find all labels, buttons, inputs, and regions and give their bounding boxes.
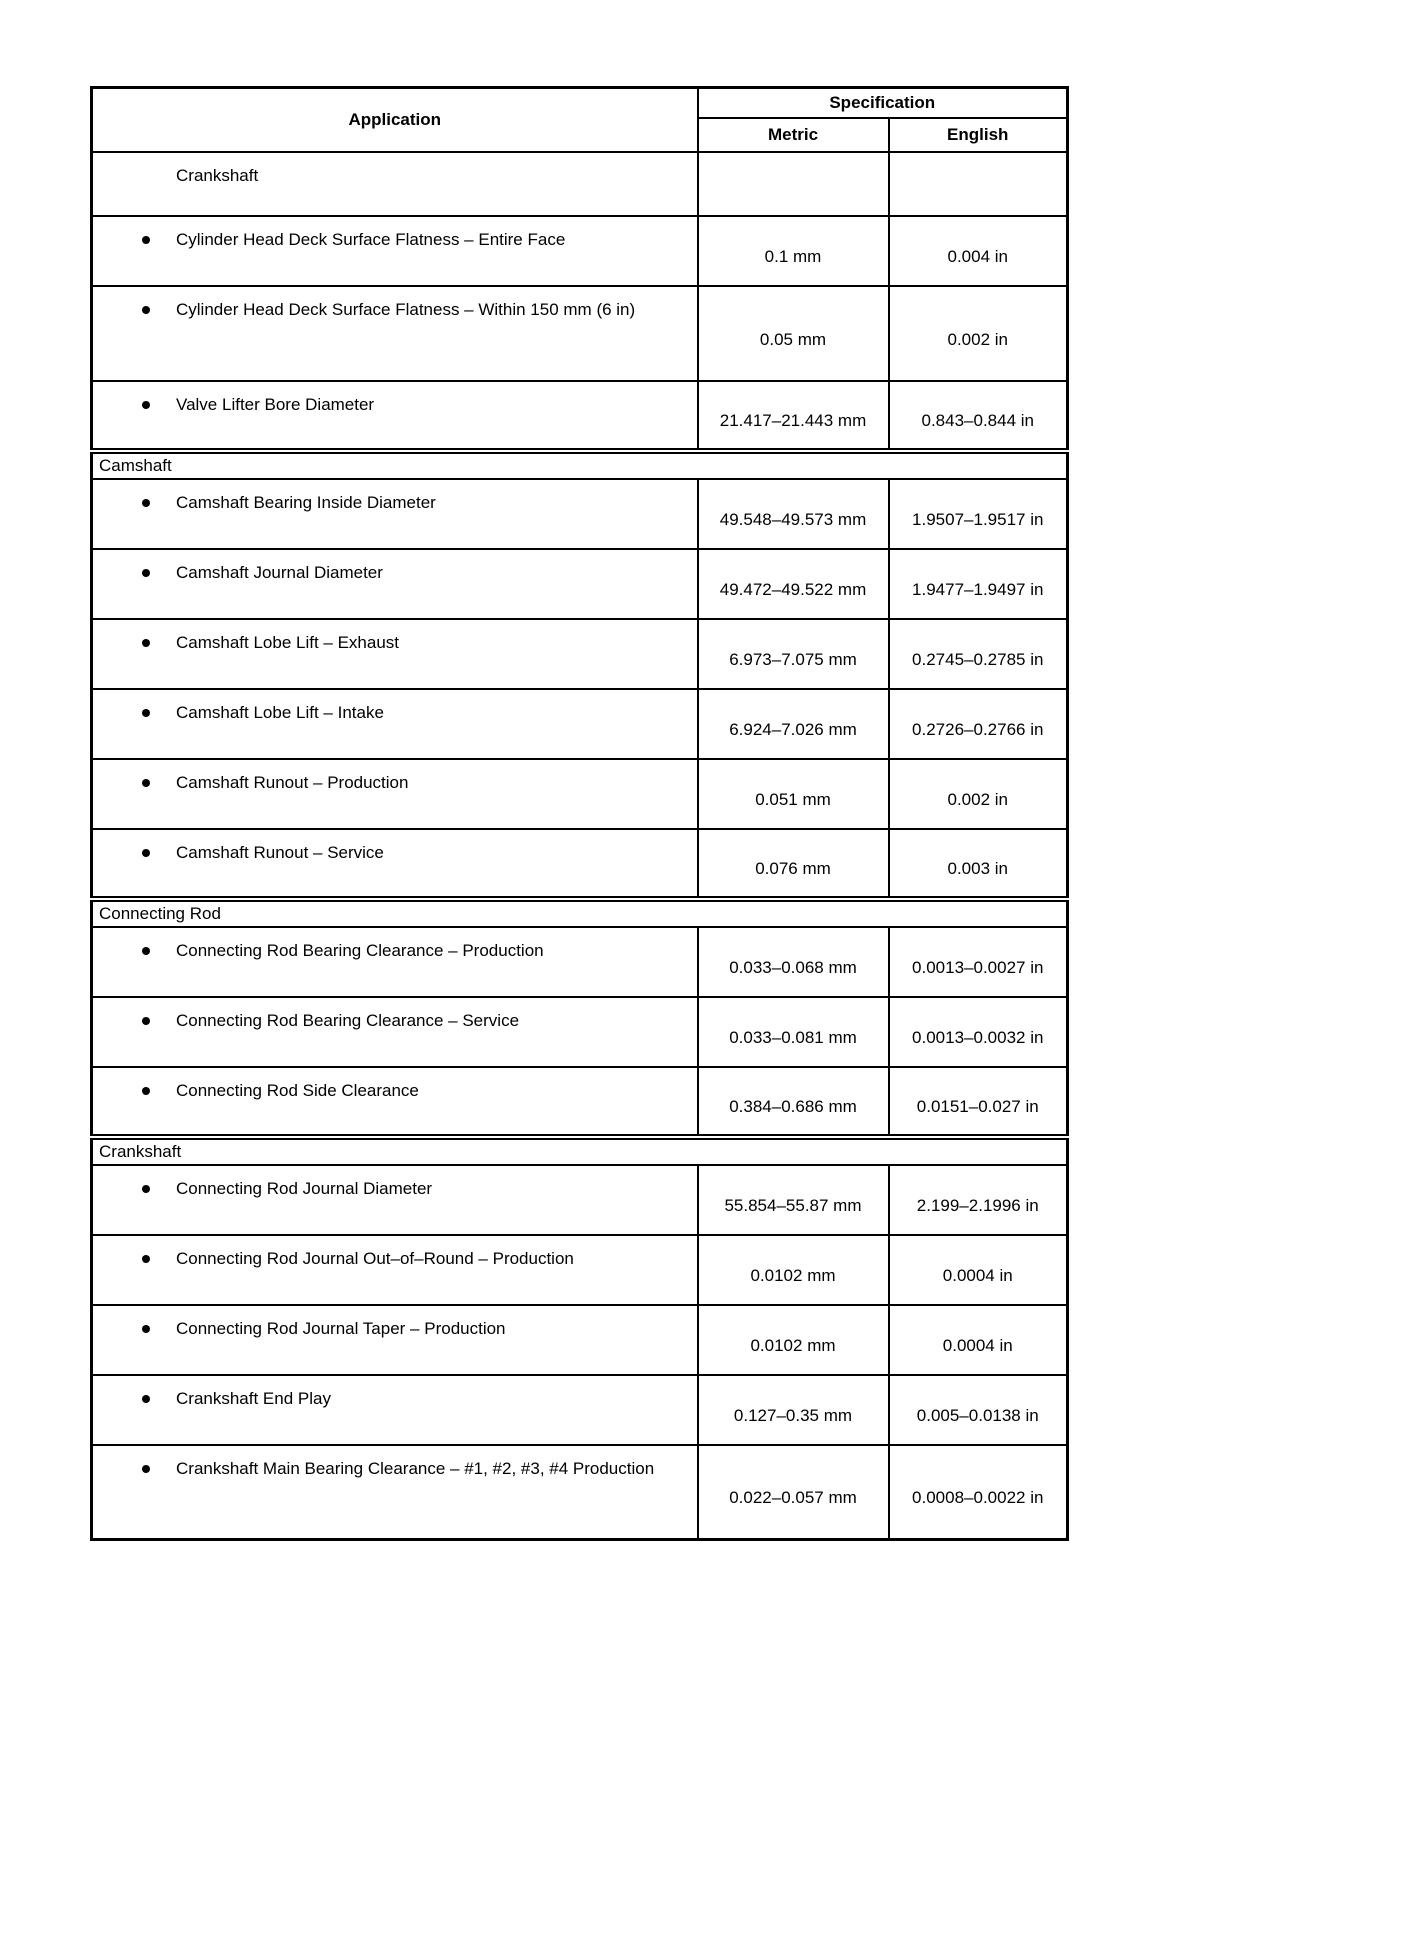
english-value: 0.005–0.0138 in: [889, 1375, 1068, 1445]
application-cell: [92, 619, 698, 689]
table-row: [92, 1235, 1068, 1305]
english-value: 0.0013–0.0032 in: [889, 997, 1068, 1067]
english-value: 0.0013–0.0027 in: [889, 927, 1068, 997]
application-label: Camshaft Lobe Lift – Exhaust: [176, 632, 400, 652]
table-row: [92, 759, 1068, 829]
english-column-header: English: [889, 118, 1068, 152]
english-value: 0.0004 in: [889, 1235, 1068, 1305]
application-label: Crankshaft Main Bearing Clearance – #1, #2, #3, #4 Production: [176, 1458, 655, 1478]
metric-value: 0.0102 mm: [698, 1235, 889, 1305]
table-row: [92, 619, 1068, 689]
english-value: 0.0004 in: [889, 1305, 1068, 1375]
application-column-header: Application: [92, 88, 698, 152]
metric-value: 0.0102 mm: [698, 1305, 889, 1375]
table-row: [92, 1067, 1068, 1137]
section-label: Crankshaft: [92, 1137, 1068, 1165]
metric-value: 49.548–49.573 mm: [698, 479, 889, 549]
application-cell: [92, 479, 698, 549]
english-value: 0.003 in: [889, 829, 1068, 899]
application-cell: [92, 216, 698, 286]
english-value: 2.199–2.1996 in: [889, 1165, 1068, 1235]
bullet-icon: [142, 1465, 150, 1473]
metric-value: 0.1 mm: [698, 216, 889, 286]
metric-value: 55.854–55.87 mm: [698, 1165, 889, 1235]
bullet-icon: [142, 779, 150, 787]
bullet-icon: [142, 236, 150, 244]
table-row: [92, 927, 1068, 997]
english-value: 0.2726–0.2766 in: [889, 689, 1068, 759]
english-value: 0.004 in: [889, 216, 1068, 286]
bullet-icon: [142, 1395, 150, 1403]
application-cell: [92, 549, 698, 619]
application-label: Crankshaft: [176, 165, 259, 185]
application-cell: [92, 1165, 698, 1235]
english-value: 0.002 in: [889, 286, 1068, 381]
metric-value: 0.033–0.081 mm: [698, 997, 889, 1067]
application-label: Connecting Rod Bearing Clearance – Service: [176, 1010, 520, 1030]
metric-column-header: Metric: [698, 118, 889, 152]
section-row: [92, 899, 1068, 927]
application-label: Camshaft Journal Diameter: [176, 562, 383, 582]
metric-value: 6.973–7.075 mm: [698, 619, 889, 689]
application-cell: [92, 152, 698, 216]
table-row: [92, 1165, 1068, 1235]
table-row: [92, 152, 1068, 216]
section-label: Camshaft: [92, 451, 1068, 479]
metric-value: 0.033–0.068 mm: [698, 927, 889, 997]
application-cell: [92, 1067, 698, 1137]
table-row: [92, 549, 1068, 619]
bullet-icon: [142, 947, 150, 955]
table-row: [92, 1445, 1068, 1540]
table-row: [92, 829, 1068, 899]
application-label: Camshaft Bearing Inside Diameter: [176, 492, 436, 512]
application-cell: [92, 759, 698, 829]
metric-value: 49.472–49.522 mm: [698, 549, 889, 619]
application-cell: [92, 381, 698, 451]
bullet-icon: [142, 306, 150, 314]
bullet-icon: [142, 639, 150, 647]
bullet-icon: [142, 1017, 150, 1025]
application-cell: [92, 829, 698, 899]
english-value: 1.9477–1.9497 in: [889, 549, 1068, 619]
section-label: Connecting Rod: [92, 899, 1068, 927]
application-label: Camshaft Lobe Lift – Intake: [176, 702, 384, 722]
specification-column-header: Specification: [698, 88, 1068, 118]
application-cell: [92, 927, 698, 997]
application-cell: [92, 1445, 698, 1540]
metric-value: 0.051 mm: [698, 759, 889, 829]
header-row-top: [92, 88, 1068, 118]
application-cell: [92, 1305, 698, 1375]
application-label: Connecting Rod Bearing Clearance – Production: [176, 940, 544, 960]
bullet-icon: [142, 1087, 150, 1095]
table-row: [92, 216, 1068, 286]
metric-value: 0.022–0.057 mm: [698, 1445, 889, 1540]
application-label: Camshaft Runout – Service: [176, 842, 384, 862]
english-value: 0.002 in: [889, 759, 1068, 829]
metric-value: 0.076 mm: [698, 829, 889, 899]
english-value: [889, 152, 1068, 216]
metric-value: 6.924–7.026 mm: [698, 689, 889, 759]
bullet-icon: [142, 1325, 150, 1333]
metric-value: 21.417–21.443 mm: [698, 381, 889, 451]
metric-value: 0.384–0.686 mm: [698, 1067, 889, 1137]
application-cell: [92, 286, 698, 381]
application-label: Valve Lifter Bore Diameter: [176, 394, 375, 414]
section-row: [92, 451, 1068, 479]
bullet-icon: [142, 849, 150, 857]
application-label: Connecting Rod Journal Diameter: [176, 1178, 433, 1198]
table-row: [92, 479, 1068, 549]
application-label: Connecting Rod Side Clearance: [176, 1080, 419, 1100]
metric-value: 0.05 mm: [698, 286, 889, 381]
metric-value: 0.127–0.35 mm: [698, 1375, 889, 1445]
bullet-icon: [142, 1185, 150, 1193]
application-cell: [92, 997, 698, 1067]
bullet-icon: [142, 569, 150, 577]
table-row: [92, 286, 1068, 381]
bullet-icon: [142, 499, 150, 507]
application-label: Camshaft Runout – Production: [176, 772, 409, 792]
english-value: 0.0008–0.0022 in: [889, 1445, 1068, 1540]
application-cell: [92, 1375, 698, 1445]
metric-value: [698, 152, 889, 216]
table-row: [92, 689, 1068, 759]
table-row: [92, 1375, 1068, 1445]
application-label: Connecting Rod Journal Taper – Production: [176, 1318, 506, 1338]
english-value: 0.0151–0.027 in: [889, 1067, 1068, 1137]
english-value: 0.843–0.844 in: [889, 381, 1068, 451]
application-label: Connecting Rod Journal Out–of–Round – Production: [176, 1248, 574, 1268]
english-value: 0.2745–0.2785 in: [889, 619, 1068, 689]
application-label: Cylinder Head Deck Surface Flatness – Within 150 mm (6 in): [176, 299, 636, 319]
table-row: [92, 1305, 1068, 1375]
bullet-icon: [142, 401, 150, 409]
table-row: [92, 381, 1068, 451]
application-label: Crankshaft End Play: [176, 1388, 331, 1408]
application-cell: [92, 689, 698, 759]
specification-table: [90, 86, 1069, 1541]
application-cell: [92, 1235, 698, 1305]
bullet-icon: [142, 709, 150, 717]
bullet-icon: [142, 1255, 150, 1263]
english-value: 1.9507–1.9517 in: [889, 479, 1068, 549]
section-row: [92, 1137, 1068, 1165]
table-row: [92, 997, 1068, 1067]
application-label: Cylinder Head Deck Surface Flatness – Entire Face: [176, 229, 566, 249]
